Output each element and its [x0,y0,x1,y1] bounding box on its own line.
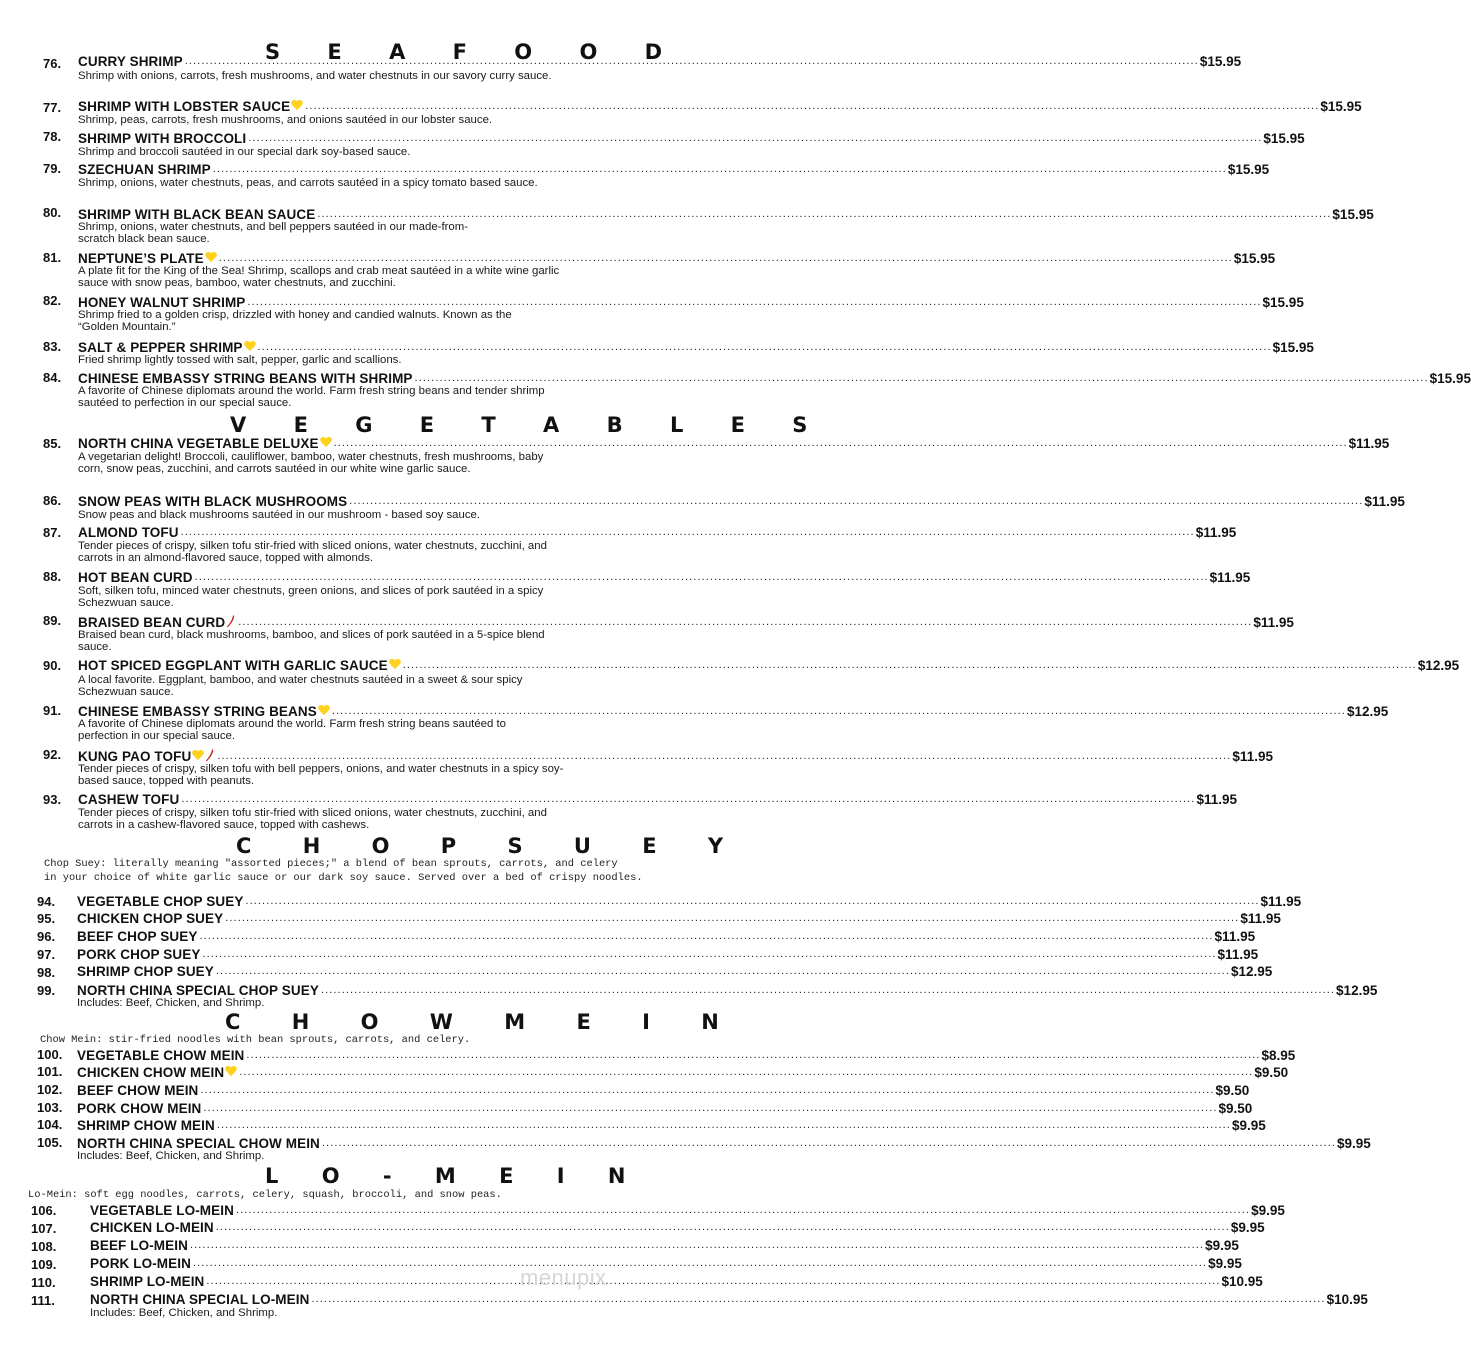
item-number: 80. [43,205,62,220]
item-number: 84. [43,370,62,385]
leader-dots [217,750,1231,762]
menupix-watermark: menupix [520,1265,607,1290]
heart-icon [244,341,256,353]
item-number: 81. [43,250,62,265]
item-number: 100. [37,1047,63,1062]
item-number: 109. [31,1257,57,1272]
item-number: 79. [43,161,62,176]
item-description: A favorite of Chinese diplomats around the world. Farm fresh string beans and tender shrimp sautéed to perfection in our special sauce. [78,385,545,409]
item-price: $9.95 [1251,1203,1285,1218]
chop-suey-note-line-1: Chop Suey: literally meaning "assorted pieces;" a blend of bean sprouts, carrots, and celery [44,858,618,870]
leader-dots [403,659,1417,671]
item-name: SHRIMP WITH LOBSTER SAUCE [78,99,291,114]
leader-dots [193,1257,1207,1269]
item-price: $12.95 [1336,983,1378,998]
item-name: CHICKEN CHOW MEIN [77,1065,225,1080]
item-price: $9.50 [1254,1065,1289,1080]
item-description: Soft, silken tofu, minced water chestnuts, green onions, and slices of pork sautéed in a spicy Schezwuan sauce. [78,585,544,609]
item-name: BEEF CHOP SUEY [77,929,198,944]
item-name: HOT SPICED EGGPLANT WITH GARLIC SAUCE [78,658,388,673]
item-number: 111. [31,1293,55,1308]
section-title-chop-suey: C H O P S U E Y [236,834,746,858]
leader-dots [258,341,1272,353]
item-name: HOT BEAN CURD [78,570,193,585]
heart-icon [318,705,330,717]
item-number: 93. [43,792,62,807]
item-number: 99. [37,983,56,998]
item-price: $11.95 [1195,525,1237,540]
item-price: $15.95 [1233,251,1276,266]
item-number: 106. [31,1203,57,1218]
item-description: Tender pieces of crispy, silken tofu stir-fried with sliced onions, water chestnuts, zucchini, and carrots in an almond-flavored sauce, topped with almonds. [78,540,547,564]
pepper-icon [205,748,215,762]
item-name: NORTH CHINA SPECIAL CHOW MEIN [77,1136,320,1151]
item-name: CASHEW TOFU [78,792,180,807]
item-number: 97. [37,947,56,962]
leader-dots [246,1049,1260,1061]
item-name: SHRIMP LO-MEIN [90,1274,205,1289]
item-number: 86. [43,493,62,508]
leader-dots [203,1102,1217,1114]
leader-dots [238,616,1252,628]
item-price: $12.95 [1417,658,1460,673]
item-name: BRAISED BEAN CURD [78,615,226,630]
item-price: $15.95 [1199,54,1242,69]
item-price: $9.95 [1230,1220,1265,1235]
item-name: CHICKEN LO-MEIN [90,1220,214,1235]
item-number: 95. [37,911,56,926]
leader-dots [206,1275,1220,1287]
item-name: PORK CHOP SUEY [77,947,201,962]
leader-dots [181,793,1195,805]
leader-dots [245,895,1259,907]
item-description: Includes: Beef, Chicken, and Shrimp. [90,1307,278,1319]
item-name: VEGETABLE CHOW MEIN [77,1048,245,1063]
heart-icon [389,659,401,671]
item-price: $9.50 [1215,1083,1250,1098]
leader-dots [321,984,1335,996]
leader-dots [317,208,1331,220]
item-description: Shrimp, onions, water chestnuts, peas, and carrots sautéed in a spicy tomato based sauce. [78,177,538,189]
item-price: $15.95 [1272,340,1314,355]
item-price: $9.95 [1205,1238,1239,1253]
item-number: 108. [31,1239,57,1254]
item-name: HONEY WALNUT SHRIMP [78,295,246,310]
item-price: $11.95 [1217,947,1259,962]
heart-icon [225,1066,237,1078]
item-price: $11.95 [1196,792,1238,807]
item-price: $12.95 [1346,704,1389,719]
item-number: 105. [37,1135,63,1150]
item-price: $9.95 [1231,1118,1266,1133]
item-price: $15.95 [1262,295,1304,310]
item-name: NEPTUNE’S PLATE [78,251,204,266]
leader-dots [248,132,1262,144]
item-price: $15.95 [1429,371,1471,386]
section-title-seafood: S E A F O O D [265,40,683,64]
item-description: Shrimp fried to a golden crisp, drizzled with honey and candied walnuts. Known as the “Golden Mountain.” [78,309,512,333]
section-title-chow-mein: C H O W M E I N [225,1010,741,1034]
item-number: 88. [43,569,62,584]
item-number: 110. [31,1275,56,1290]
item-description: Shrimp with onions, carrots, fresh mushrooms, and water chestnuts in our savory curry sauce. [78,70,552,82]
item-name: NORTH CHINA SPECIAL LO-MEIN [90,1292,310,1307]
item-name: ALMOND TOFU [78,525,179,540]
pepper-icon [226,614,236,628]
leader-dots [247,296,1261,308]
item-description: A local favorite. Eggplant, bamboo, and water chestnuts sautéed in a sweet & sour spicy Schezwuan sauce. [78,674,523,698]
heart-icon [320,437,332,449]
item-number: 94. [37,894,56,909]
item-number: 91. [43,703,62,718]
leader-dots [332,705,1346,717]
item-description: Shrimp, peas, carrots, fresh mushrooms, and onions sautéed in our lobster sauce. [78,114,493,126]
leader-dots [185,55,1199,67]
item-price: $11.95 [1348,436,1390,451]
leader-dots [213,163,1227,175]
leader-dots [311,1293,1325,1305]
item-name: SALT & PEPPER SHRIMP [78,340,243,355]
item-number: 89. [43,613,62,628]
item-number: 87. [43,525,62,540]
item-price: $15.95 [1332,207,1374,222]
item-number: 83. [43,339,62,354]
item-number: 78. [43,129,62,144]
item-name: CHICKEN CHOP SUEY [77,911,224,926]
item-name: VEGETABLE LO-MEIN [90,1203,234,1218]
leader-dots [305,100,1319,112]
item-number: 98. [37,965,56,980]
item-price: $15.95 [1320,99,1362,114]
section-title-lo-mein: L O - M E I N [265,1164,644,1188]
item-number: 104. [37,1117,63,1132]
item-name: SHRIMP CHOW MEIN [77,1118,215,1133]
item-price: $11.95 [1214,929,1256,944]
leader-dots [216,1221,1230,1233]
item-price: $11.95 [1253,615,1294,630]
item-number: 107. [31,1221,57,1236]
item-price: $15.95 [1263,131,1305,146]
item-name: SZECHUAN SHRIMP [78,162,211,177]
heart-icon [291,100,303,112]
item-price: $11.95 [1364,494,1405,509]
item-description: A vegetarian delight! Broccoli, cauliflower, bamboo, water chestnuts, fresh mushrooms, baby corn, snow peas, zucchini, and carrots sautéed in our white wine garlic sauce. [78,451,544,475]
item-price: $11.95 [1240,911,1281,926]
chow-mein-note: Chow Mein: stir-fried noodles with bean sprouts, carrots, and celery. [40,1034,471,1046]
item-price: $9.50 [1218,1101,1253,1116]
item-name: BEEF LO-MEIN [90,1238,188,1253]
leader-dots [217,1119,1231,1131]
item-name: SHRIMP WITH BLACK BEAN SAUCE [78,207,316,222]
item-number: 85. [43,436,62,451]
leader-dots [199,930,1213,942]
item-price: $10.95 [1221,1274,1263,1289]
item-name: SHRIMP CHOP SUEY [77,964,214,979]
item-number: 102. [37,1082,63,1097]
item-description: Shrimp, onions, water chestnuts, and bell peppers sautéed in our made-from-scratch black bean sauce. [78,221,469,245]
leader-dots [202,948,1216,960]
item-price: $11.95 [1209,570,1251,585]
item-name: NORTH CHINA VEGETABLE DELUXE [78,436,319,451]
heart-icon [192,750,204,762]
leader-dots [239,1066,1253,1078]
item-description: Includes: Beef, Chicken, and Shrimp. [77,1150,265,1162]
item-name: PORK CHOW MEIN [77,1101,202,1116]
lo-mein-note: Lo-Mein: soft egg noodles, carrots, celery, squash, broccoli, and snow peas. [28,1189,502,1201]
item-description: Includes: Beef, Chicken, and Shrimp. [77,997,265,1009]
leader-dots [190,1239,1204,1251]
item-description: Fried shrimp lightly tossed with salt, pepper, garlic and scallions. [78,354,402,366]
item-price: $15.95 [1227,162,1270,177]
item-price: $12.95 [1231,964,1273,979]
leader-dots [415,372,1429,384]
leader-dots [349,495,1363,507]
item-price: $9.95 [1337,1136,1371,1151]
item-name: BEEF CHOW MEIN [77,1083,199,1098]
leader-dots [200,1084,1214,1096]
item-name: SNOW PEAS WITH BLACK MUSHROOMS [78,494,348,509]
item-price: $8.95 [1261,1048,1296,1063]
item-description: A favorite of Chinese diplomats around the world. Farm fresh string beans sautéed to perfection in our special sauce. [78,718,507,742]
item-description: A plate fit for the King of the Sea! Shrimp, scallops and crab meat sautéed in a white wine garlic sauce with snow peas, bamboo, water chestnuts, and zucchini. [78,265,560,289]
leader-dots [195,571,1209,583]
leader-dots [236,1204,1250,1216]
item-number: 92. [43,747,62,762]
section-title-vegetables: V E G E T A B L E S [230,413,828,437]
item-name: NORTH CHINA SPECIAL CHOP SUEY [77,983,319,998]
item-price: $11.95 [1260,894,1302,909]
item-description: Snow peas and black mushrooms sautéed in our mushroom - based soy sauce. [78,509,481,521]
item-name: CHINESE EMBASSY STRING BEANS WITH SHRIMP [78,371,413,386]
leader-dots [334,437,1348,449]
leader-dots [225,912,1239,924]
item-description: Shrimp and broccoli sautéed in our special dark soy-based sauce. [78,146,411,158]
leader-dots [216,965,1230,977]
item-number: 82. [43,293,62,308]
leader-dots [219,252,1233,264]
leader-dots [322,1137,1336,1149]
item-number: 101. [37,1064,63,1079]
item-description: Tender pieces of crispy, silken tofu stir-fried with sliced onions, water chestnuts, zucchini, and carrots in a cashew-flavored sauce, topped with cashews. [78,807,547,831]
heart-icon [205,252,217,264]
item-description: Braised bean curd, black mushrooms, bamboo, and slices of pork sautéed in a 5-spice blend sauce. [78,629,545,653]
item-number: 96. [37,929,56,944]
item-name: CURRY SHRIMP [78,54,183,69]
item-number: 76. [43,56,62,71]
item-number: 77. [43,100,62,115]
chop-suey-note-line-2: in your choice of white garlic sauce or our dark soy sauce. Served over a bed of crispy noodles. [44,872,643,884]
item-name: PORK LO-MEIN [90,1256,191,1271]
item-name: SHRIMP WITH BROCCOLI [78,131,247,146]
item-price: $9.95 [1208,1256,1242,1271]
item-name: VEGETABLE CHOP SUEY [77,894,244,909]
item-name: KUNG PAO TOFU [78,749,192,764]
item-number: 103. [37,1100,63,1115]
item-price: $10.95 [1326,1292,1368,1307]
item-description: Tender pieces of crispy, silken tofu with bell peppers, onions, and water chestnuts in a spicy soy-based sauce, topped with peanuts. [78,763,564,787]
item-name: CHINESE EMBASSY STRING BEANS [78,704,317,719]
item-number: 90. [43,658,62,673]
leader-dots [181,526,1195,538]
item-price: $11.95 [1232,749,1273,764]
